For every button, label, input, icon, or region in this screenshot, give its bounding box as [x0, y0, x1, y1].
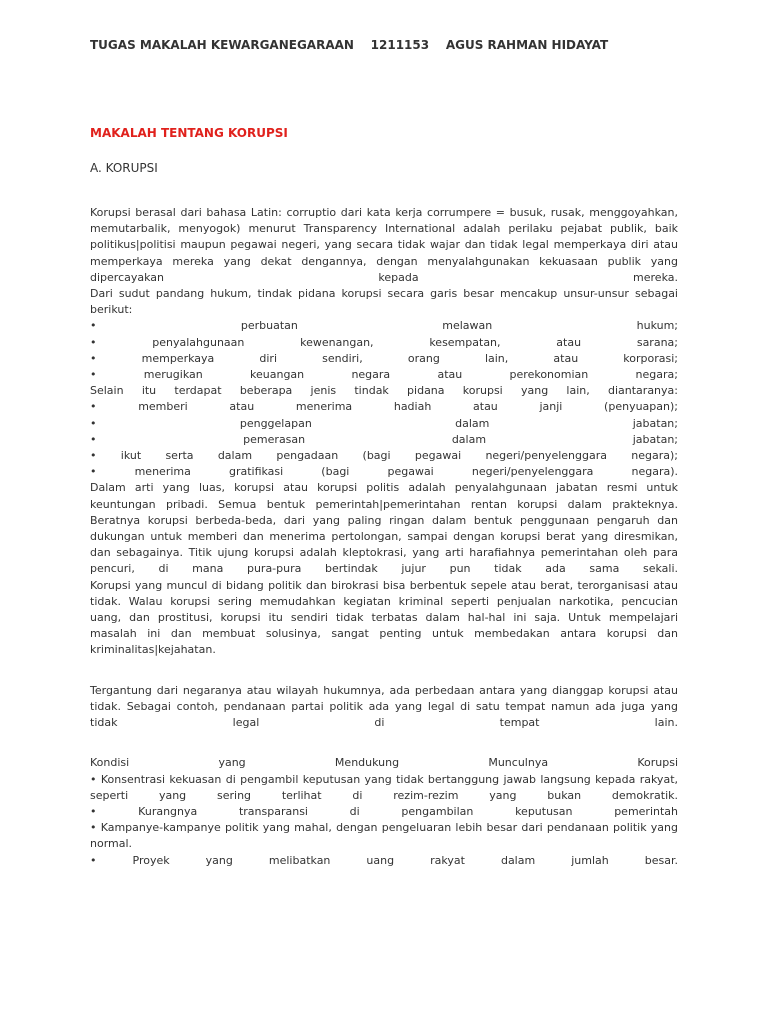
text-line: berikut: [90, 303, 133, 317]
text-line: masalah ini dan membuat solusinya, sangat penting untuk membedakan antara korupsi dan [90, 627, 678, 641]
text-line: • merugikan keuangan negara atau perekonomian negara; [90, 368, 678, 382]
text-line: dipercayakan kepada mereka. [90, 270, 678, 284]
text-line: Kondisi yang Mendukung Munculnya Korupsi [90, 756, 678, 770]
text-line: tidak. Walau korupsi sering memudahkan kegiatan kriminal seperti penjualan narkotika, pencucian [90, 594, 678, 608]
text-line: Dalam arti yang luas, korupsi atau korupsi politis adalah penyalahgunaan jabatan resmi untuk [90, 481, 678, 495]
text-line: • penyalahgunaan kewenangan, kesempatan, atau sarana; [90, 335, 678, 349]
text-line: • penggelapan dalam jabatan; [90, 416, 678, 430]
text-line: memperkaya mereka yang dekat dengannya, dengan menyalahgunakan kekuasaan publik yang [90, 254, 678, 268]
text-line: • perbuatan melawan hukum; [90, 319, 678, 333]
section-heading: A. KORUPSI [90, 161, 158, 175]
text-line: Korupsi yang muncul di bidang politik dan birokrasi bisa berbentuk sepele atau berat, terorganisasi atau [90, 578, 678, 592]
text-line: • Proyek yang melibatkan uang rakyat dalam jumlah besar. [90, 853, 678, 867]
text-line: seperti yang sering terlihat di rezim-rezim yang bukan demokratik. [90, 788, 678, 802]
text-line: • Kurangnya transparansi di pengambilan keputusan pemerintah [90, 804, 678, 818]
text-line: • memberi atau menerima hadiah atau janji (penyuapan); [90, 400, 678, 414]
text-line: dukungan untuk memberi dan menerima pertolongan, sampai dengan korupsi berat yang diresmikan, [90, 530, 678, 544]
paragraph-wilayah-hukum [90, 683, 678, 732]
text-line: dan sebagainya. Titik ujung korupsi adalah kleptokrasi, yang arti harafiahnya pemerintahan oleh para [90, 546, 678, 560]
document-header: TUGAS MAKALAH KEWARGANEGARAAN 1211153 AGUS RAHMAN HIDAYAT [90, 38, 609, 52]
text-line: tidak. Sebagai contoh, pendanaan partai politik ada yang legal di satu tempat namun ada juga yang [90, 699, 678, 713]
text-line: kriminalitas|kejahatan. [90, 643, 216, 657]
text-line: • pemerasan dalam jabatan; [90, 432, 678, 446]
text-line: Tergantung dari negaranya atau wilayah hukumnya, ada perbedaan antara yang dianggap korupsi atau [90, 683, 678, 697]
text-line: keuntungan pribadi. Semua bentuk pemerintah|pemerintahan rentan korupsi dalam prakteknya. [90, 497, 678, 511]
text-line: • memperkaya diri sendiri, orang lain, atau korporasi; [90, 351, 678, 365]
text-line: • ikut serta dalam pengadaan (bagi pegawai negeri/penyelenggara negara); [90, 449, 678, 463]
text-line: • Kampanye-kampanye politik yang mahal, dengan pengeluaran lebih besar dari pendanaan politik yang [90, 821, 678, 835]
text-line: politikus|politisi maupun pegawai negeri, yang secara tidak wajar dan tidak legal memperkaya diri atau [90, 238, 678, 252]
document-title: MAKALAH TENTANG KORUPSI [90, 126, 288, 140]
document-body [90, 205, 678, 869]
text-line: • menerima gratifikasi (bagi pegawai negeri/penyelenggara negara). [90, 465, 678, 479]
text-line: uang, dan prostitusi, korupsi itu sendiri tidak terbatas dalam hal-hal ini saja. Untuk mempelajari [90, 611, 678, 625]
paragraph-korupsi-definition [90, 205, 678, 659]
text-line: tidak legal di tempat lain. [90, 716, 678, 730]
paragraph-kondisi [90, 755, 678, 868]
text-line: Beratnya korupsi berbeda-beda, dari yang paling ringan dalam bentuk penggunaan pengaruh dan [90, 513, 678, 527]
text-line: pencuri, di mana pura-pura bertindak jujur pun tidak ada sama sekali. [90, 562, 678, 576]
text-line: Dari sudut pandang hukum, tindak pidana korupsi secara garis besar mencakup unsur-unsur sebagai [90, 287, 678, 301]
text-line: Selain itu terdapat beberapa jenis tindak pidana korupsi yang lain, diantaranya: [90, 384, 678, 398]
text-line: Korupsi berasal dari bahasa Latin: corruptio dari kata kerja corrumpere = busuk, rusak, menggoyahkan, [90, 206, 678, 219]
text-line: normal. [90, 837, 133, 851]
text-line: • Konsentrasi kekuasan di pengambil keputusan yang tidak bertanggung jawab langsung kepada rakyat, [90, 772, 678, 786]
text-line: memutarbalik, menyogok) menurut Transparency International adalah perilaku pejabat publik, baik [90, 222, 678, 236]
